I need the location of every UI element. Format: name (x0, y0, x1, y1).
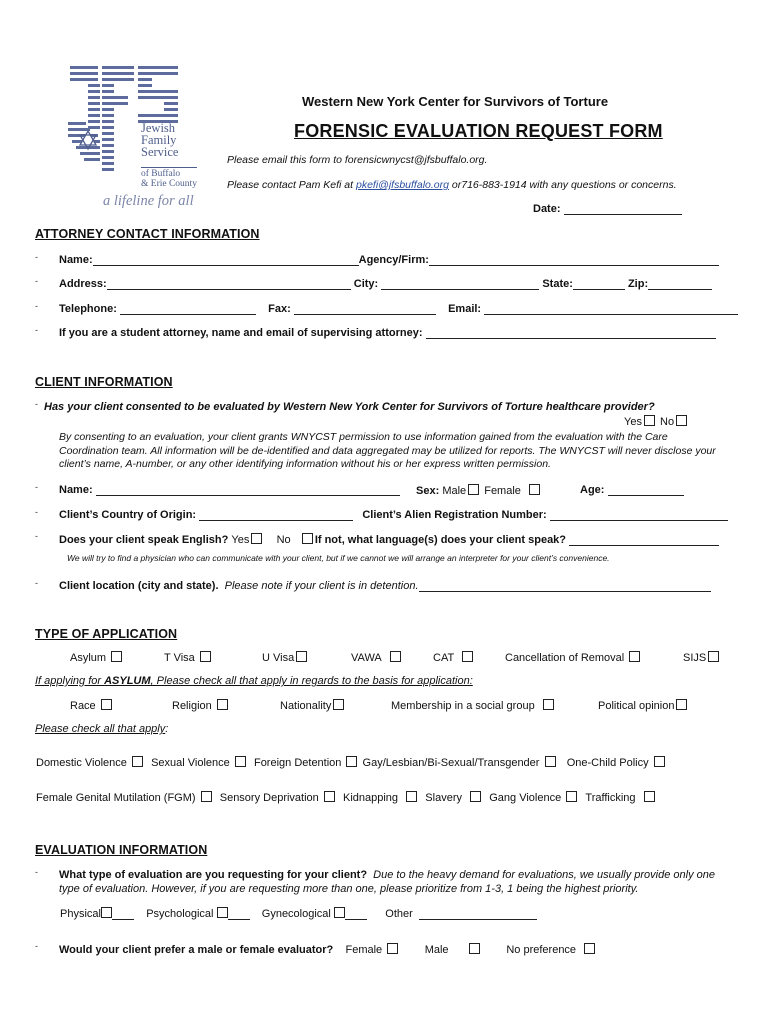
logo-name (141, 122, 178, 158)
asylum-prefix: If applying for (35, 675, 105, 687)
date-label: Date: (533, 203, 561, 215)
bullet: - (35, 941, 38, 951)
supervising-attorney-input[interactable] (426, 327, 716, 339)
attorney-phone-row (59, 303, 738, 315)
gynecological-priority-input[interactable] (345, 908, 367, 920)
location-label: Client location (city and state). (59, 580, 219, 592)
app-type-label: T Visa (164, 652, 195, 664)
age-label: Age: (580, 484, 605, 496)
english-no-checkbox[interactable] (302, 533, 313, 544)
date-input[interactable] (564, 203, 682, 215)
basis-label: Membership in a social group (391, 700, 535, 712)
harm-checkbox[interactable] (346, 756, 357, 767)
cat-checkbox[interactable] (462, 651, 473, 662)
language-question: If not, what language(s) does your client speak? (314, 534, 567, 546)
psychological-checkbox[interactable] (217, 907, 228, 918)
date-field (533, 203, 682, 215)
client-age-row (580, 484, 684, 496)
basis-social-group[interactable] (391, 699, 556, 712)
consent-options (624, 415, 689, 428)
cancellation-checkbox[interactable] (629, 651, 640, 662)
t-visa-checkbox[interactable] (200, 651, 211, 662)
org-name: Western New York Center for Survivors of Torture (302, 94, 609, 109)
consent-yes-label: Yes (624, 416, 642, 428)
zip-input[interactable] (648, 278, 712, 290)
female-evaluator-checkbox[interactable] (387, 943, 398, 954)
english-yes-label: Yes (231, 534, 250, 546)
city-input[interactable] (381, 278, 539, 290)
bullet: - (35, 325, 38, 335)
country-label: Client’s Country of Origin: (59, 509, 197, 521)
harm-label: Sexual Violence (151, 757, 230, 769)
harm-label: Sensory Deprivation (219, 792, 319, 804)
harm-checkbox[interactable] (654, 756, 665, 767)
harm-label: Kidnapping (342, 792, 399, 804)
harm-row-2 (36, 791, 657, 804)
harm-row-1 (36, 756, 667, 769)
english-row (59, 533, 719, 546)
consent-yes-checkbox[interactable] (644, 415, 655, 426)
bullet: - (35, 301, 38, 311)
harm-checkbox[interactable] (545, 756, 556, 767)
eval-type-label: Psychological (146, 908, 214, 920)
email-label: Email: (448, 303, 482, 315)
gender-label: Female (345, 944, 383, 956)
app-type-vawa[interactable] (351, 651, 403, 664)
harm-checkbox[interactable] (201, 791, 212, 802)
consent-question: Has your client consented to be evaluated by Western New York Center for Survivors of Torture healthcare provider? (44, 401, 655, 413)
attorney-name-input[interactable] (93, 254, 359, 266)
alien-number-label: Client’s Alien Registration Number: (362, 509, 547, 521)
bullet: - (35, 507, 38, 517)
attorney-heading: ATTORNEY CONTACT INFORMATION (35, 227, 260, 241)
agency-label: Agency/Firm: (358, 254, 429, 266)
basis-label: Nationality (280, 700, 332, 712)
client-sex-row (416, 484, 542, 497)
eval-type-label: Gynecological (261, 908, 331, 920)
sijs-checkbox[interactable] (708, 651, 719, 662)
evaluation-heading: EVALUATION INFORMATION (35, 843, 208, 857)
gender-label: No preference (506, 944, 577, 956)
harm-checkbox[interactable] (324, 791, 335, 802)
basis-race[interactable] (70, 699, 114, 712)
asylum-suffix: , Please check all that apply in regards to the basis for application: (150, 675, 473, 687)
app-type-label: Cancellation of Removal (505, 652, 625, 664)
app-type-cat[interactable] (433, 651, 475, 664)
eval-type-question: What type of evaluation are you requesting for your client? (59, 869, 368, 881)
bullet: - (35, 276, 38, 286)
app-type-label: VAWA (351, 652, 382, 664)
bullet: - (35, 867, 38, 877)
logo-region-line: of Buffalo (141, 169, 181, 179)
harm-checkbox[interactable] (132, 756, 143, 767)
address-label: Address: (59, 278, 107, 290)
bullet: - (35, 531, 38, 541)
sex-label: Sex: (416, 485, 440, 497)
city-label: City: (353, 278, 379, 290)
jfs-logo (66, 64, 216, 214)
harm-label: Gang Violence (489, 792, 562, 804)
client-name-input[interactable] (96, 484, 400, 496)
bullet: - (35, 482, 38, 492)
check-all-colon: : (165, 723, 169, 735)
app-type-sijs[interactable] (683, 651, 721, 664)
contact-prefix: Please contact Pam Kefi at (227, 179, 354, 191)
bullet: - (35, 399, 38, 409)
language-input[interactable] (569, 534, 719, 546)
harm-checkbox[interactable] (470, 791, 481, 802)
eval-type-label: Physical (60, 908, 101, 920)
student-label: If you are a student attorney, name and email of supervising attorney: (59, 327, 423, 339)
bullet: - (35, 578, 38, 588)
logo-name-line: Service (141, 145, 179, 159)
state-label: State: (542, 278, 573, 290)
contact-note (227, 179, 677, 191)
zip-label: Zip: (627, 278, 649, 290)
app-type-label: Asylum (70, 652, 107, 664)
app-type-label: U Visa (262, 652, 295, 664)
location-input[interactable] (419, 580, 711, 592)
harm-label: Gay/Lesbian/Bi-Sexual/Transgender (362, 757, 540, 769)
logo-region (141, 167, 197, 189)
physical-checkbox[interactable] (101, 907, 112, 918)
eval-type-label: Other (385, 908, 413, 920)
physical-priority-input[interactable] (112, 908, 134, 920)
consent-text: By consenting to an evaluation, your client grants WNYCST permission to use information gained from the evaluation with the Care Coordination team. All information will be de-identified and data aggregated may be utilized for reports. The WNYCST will never disclose your client’s name, A-number, or any other identifying information without his or her express written permission. (59, 431, 716, 470)
app-type-label: SIJS (683, 652, 707, 664)
logo-region-line: & Erie County (141, 179, 197, 189)
telephone-input[interactable] (120, 303, 256, 315)
country-input[interactable] (199, 509, 353, 521)
address-input[interactable] (107, 278, 351, 290)
state-input[interactable] (573, 278, 625, 290)
app-type-label: CAT (433, 652, 455, 664)
political-checkbox[interactable] (676, 699, 687, 710)
english-yes-checkbox[interactable] (251, 533, 262, 544)
logo-name-line: Jewish (141, 121, 176, 135)
client-origin-row (59, 509, 728, 521)
alien-number-input[interactable] (550, 509, 728, 521)
male-checkbox[interactable] (468, 484, 479, 495)
english-question: Does your client speak English? (59, 534, 229, 546)
application-heading: TYPE OF APPLICATION (35, 627, 178, 641)
client-location-row (59, 580, 711, 592)
attorney-name-row (59, 254, 719, 266)
contact-email-link[interactable]: pkefi@jfsbuffalo.org (356, 179, 449, 191)
attorney-address-row (59, 278, 712, 290)
evaluation-type-question (59, 869, 731, 896)
app-type-cancellation[interactable] (505, 651, 642, 664)
student-attorney-row (59, 327, 716, 339)
agency-input[interactable] (429, 254, 719, 266)
harm-checkbox[interactable] (406, 791, 417, 802)
u-visa-checkbox[interactable] (296, 651, 307, 662)
age-input[interactable] (608, 484, 684, 496)
female-label: Female (484, 485, 521, 497)
harm-checkbox[interactable] (566, 791, 577, 802)
fax-input[interactable] (294, 303, 436, 315)
harm-label: Trafficking (585, 792, 636, 804)
basis-label: Religion (172, 700, 212, 712)
male-evaluator-checkbox[interactable] (469, 943, 480, 954)
email-note: Please email this form to forensicwnycst@jfsbuffalo.org. (227, 154, 488, 166)
basis-nationality[interactable] (280, 699, 346, 712)
female-checkbox[interactable] (529, 484, 540, 495)
eval-type-note: Due to the heavy demand for evaluations, we usually provide only one type of evaluation. However, if you are requesting more than one, please prioritize from 1-3, 1 being the highest priority. (59, 869, 715, 895)
nationality-checkbox[interactable] (333, 699, 344, 710)
consent-no-label: No (660, 416, 675, 428)
harm-label: Female Genital Mutilation (FGM) (36, 792, 196, 804)
no-preference-checkbox[interactable] (584, 943, 595, 954)
consent-no-checkbox[interactable] (676, 415, 687, 426)
social-group-checkbox[interactable] (543, 699, 554, 710)
vawa-checkbox[interactable] (390, 651, 401, 662)
email-input[interactable] (484, 303, 738, 315)
other-eval-input[interactable] (419, 908, 537, 920)
harm-checkbox[interactable] (644, 791, 655, 802)
telephone-label: Telephone: (59, 303, 117, 315)
harm-label: Foreign Detention (253, 757, 342, 769)
basis-label: Race (70, 700, 96, 712)
bullet: - (35, 252, 38, 262)
gender-label: Male (424, 944, 449, 956)
client-heading: CLIENT INFORMATION (35, 375, 173, 389)
attorney-name-label: Name: (59, 254, 93, 266)
psychological-priority-input[interactable] (228, 908, 250, 920)
harm-checkbox[interactable] (235, 756, 246, 767)
english-no-label: No (276, 534, 291, 546)
basis-political[interactable] (598, 699, 689, 712)
app-type-u-visa[interactable] (262, 651, 309, 664)
asylum-instruction (35, 675, 473, 687)
logo-name-line: Family (141, 133, 177, 147)
asylum-word: ASYLUM (104, 675, 151, 687)
eval-types-row (60, 907, 537, 920)
harm-label: Domestic Violence (36, 757, 127, 769)
male-label: Male (442, 485, 467, 497)
app-type-t-visa[interactable] (164, 651, 213, 664)
religion-checkbox[interactable] (217, 699, 228, 710)
gynecological-checkbox[interactable] (334, 907, 345, 918)
harm-label: One-Child Policy (566, 757, 649, 769)
app-type-asylum[interactable] (70, 651, 124, 664)
evaluator-gender-row (59, 943, 597, 956)
location-note: Please note if your client is in detention. (224, 580, 419, 592)
interpreter-note: We will try to find a physician who can communicate with your client, but if we cannot we will arrange an interpreter for your client’s convenience. (67, 553, 610, 563)
page-title: FORENSIC EVALUATION REQUEST FORM (294, 121, 663, 141)
contact-suffix: or716-883-1914 with any questions or concerns. (451, 179, 677, 191)
basis-label: Political opinion (598, 700, 675, 712)
asylum-checkbox[interactable] (111, 651, 122, 662)
check-all-instruction (35, 723, 168, 735)
logo-tagline: a lifeline for all (103, 193, 194, 209)
client-name-row (59, 484, 400, 496)
basis-religion[interactable] (172, 699, 230, 712)
fax-label: Fax: (268, 303, 291, 315)
client-name-label: Name: (59, 484, 93, 496)
harm-label: Slavery (425, 792, 462, 804)
check-all-text: Please check all that apply (35, 723, 166, 735)
evaluator-gender-question: Would your client prefer a male or female evaluator? (59, 944, 334, 956)
race-checkbox[interactable] (101, 699, 112, 710)
